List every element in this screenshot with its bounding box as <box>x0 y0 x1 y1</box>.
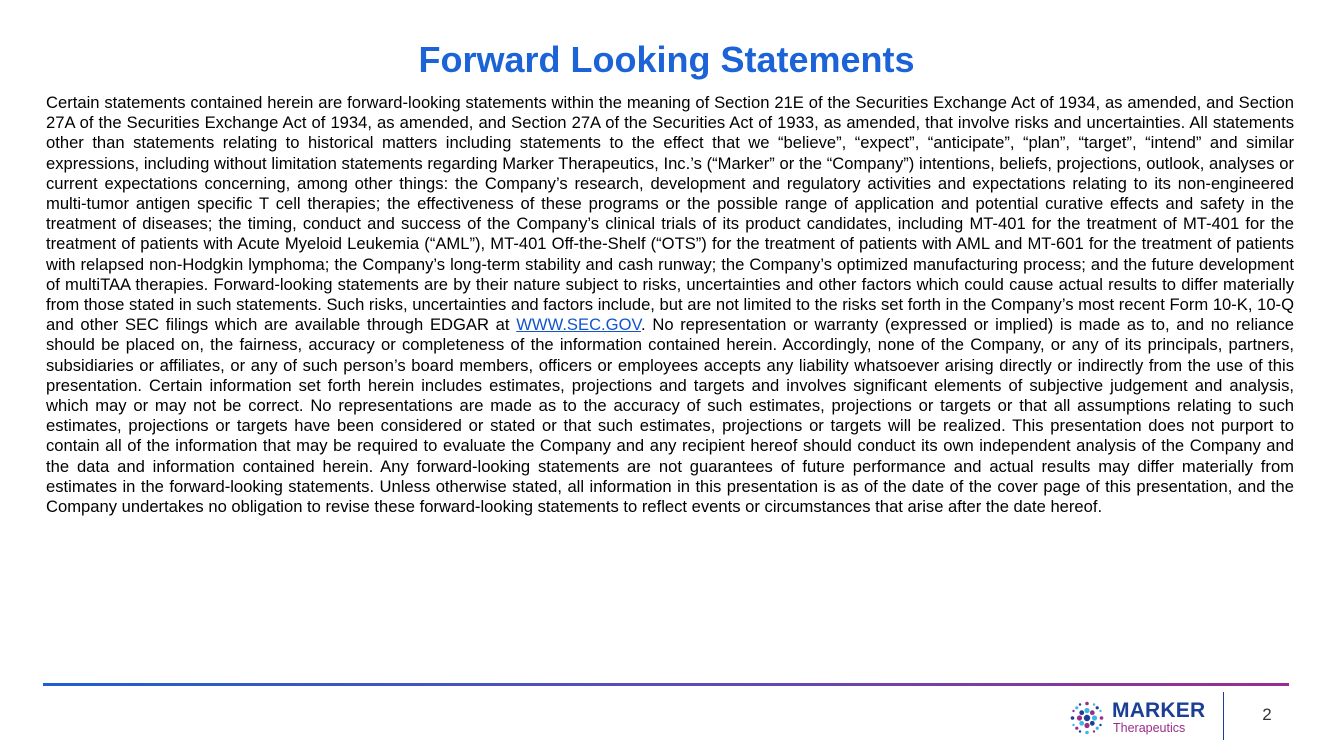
slide-title: Forward Looking Statements <box>418 39 915 80</box>
statement-text-part-2: . No representation or warranty (expressed or implied) is made as to, and no reliance should be placed on, the fairness, accuracy or completeness of the information contained herein. Accordingly, none of the Company, or any of its principals, partners, subsidiaries or affiliates, or any of such person’s board members, officers or employees accepts any liability whatsoever arising directly or indirectly from the use of this presentation. Certain information set forth herein includes estimates, projections and targets and involves significant elements of subjective judgement and analysis, which may or may not be correct. No representations are made as to the accuracy of such estimates, projections or targets or that all assumptions relating to such estimates, projections or targets have been considered or stated or that such estimates, projections or targets will be realized. This presentation does not purport to contain all of the information that may be required to evaluate the Company and any recipient hereof should conduct its own independent analysis of the Company and the data and information contained herein. Any forward-looking statements are not guarantees of future performance and actual results may differ materially from estimates in the forward-looking statements. Unless otherwise stated, all information in this presentation is as of the date of the cover page of this presentation, and the Company undertakes no obligation to revise these forward-looking statements to reflect events or circumstances that arise after the date hereof. <box>46 315 1294 517</box>
forward-looking-statement-text <box>46 93 1294 517</box>
molecule-cluster-icon <box>1068 699 1106 737</box>
page-number: 2 <box>1262 705 1272 724</box>
sec-website-link[interactable]: WWW.SEC.GOV <box>516 315 642 335</box>
company-logo <box>1068 697 1218 739</box>
logo-subtitle: Therapeutics <box>1113 721 1186 735</box>
footer-rule <box>43 683 1289 686</box>
logo-wordmark: MARKER <box>1112 699 1206 722</box>
statement-text-part-1: Certain statements contained herein are forward-looking statements within the meaning of Section 21E of the Securities Exchange Act of 1934, as amended, and Section 27A of the Securities Exchange Act of 1934, as amended, and Section 27A of the Securities Act of 1933, as amended, that involve risks and uncertainties. All statements other than statements relating to historical matters including statements to the effect that we “believe”, “expect”, “anticipate”, “plan”, “target”, “intend” and similar expressions, including without limitation statements regarding Marker Therapeutics, Inc.’s (“Marker” or the “Company”) intentions, beliefs, projections, outlook, analyses or current expectations concerning, among other things: the Company’s research, development and regulatory activities and expectations relating to its non-engineered multi-tumor antigen specific T cell therapies; the effectiveness of these programs or the possible range of application and potential curative effects and safety in the treatment of diseases; the timing, conduct and success of the Company’s clinical trials of its product candidates, including MT-401 for the treatment of MT-401 for the treatment of patients with Acute Myeloid Leukemia (“AML”), MT-401 Off-the-Shelf (“OTS”) for the treatment of patients with AML and MT-601 for the treatment of patients with relapsed non-Hodgkin lymphoma; the Company’s long-term stability and cash runway; the Company’s optimized manufacturing process; and the future development of multiTAA therapies. Forward-looking statements are by their nature subject to risks, uncertainties and other factors which could cause actual results to differ materially from those stated in such statements. Such risks, uncertainties and factors include, but are not limited to the risks set forth in the Company’s most recent Form 10-K, 10-Q and other SEC filings which are available through EDGAR at <box>46 93 1294 335</box>
footer-divider <box>1223 692 1224 740</box>
